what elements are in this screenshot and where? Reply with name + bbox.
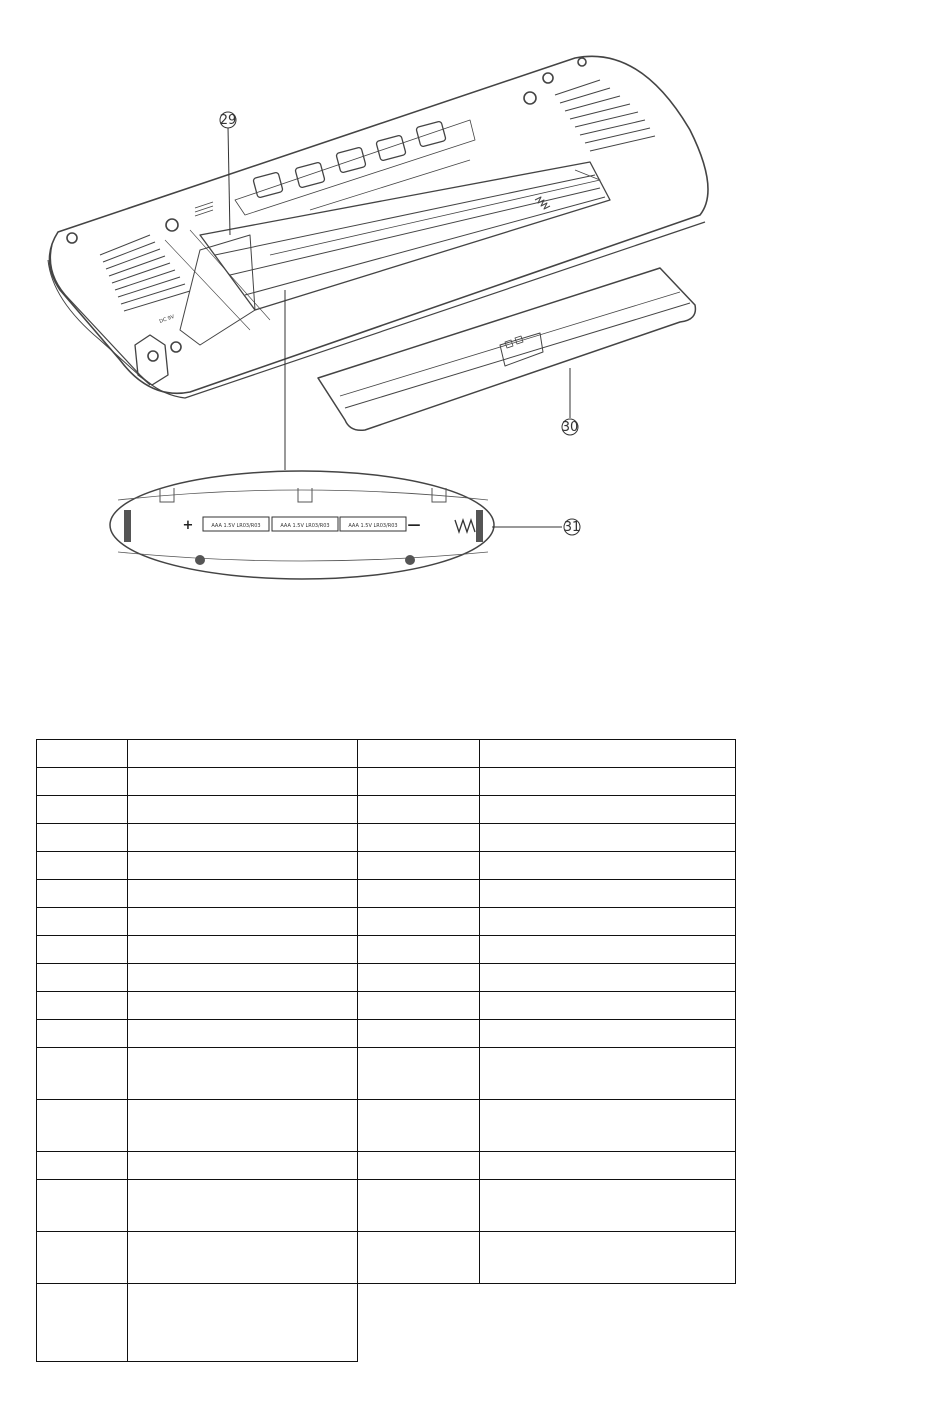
table-row <box>37 852 736 880</box>
callout-30 <box>562 368 579 435</box>
table-cell <box>128 1048 358 1100</box>
callout-29-label: 29 <box>219 113 237 128</box>
battery-cover <box>318 268 695 430</box>
table-cell <box>358 936 480 964</box>
table-cell <box>358 824 480 852</box>
table-cell <box>358 1048 480 1100</box>
table-cell <box>128 740 358 768</box>
callout-31 <box>492 519 580 535</box>
table-cell <box>37 1232 128 1284</box>
table-row <box>37 1152 736 1180</box>
table-cell <box>37 1180 128 1232</box>
table-cell <box>128 1100 358 1152</box>
table-cell <box>128 1020 358 1048</box>
table-cell <box>128 768 358 796</box>
table-cell <box>480 852 736 880</box>
table-empty <box>480 1284 736 1362</box>
table-cell <box>37 768 128 796</box>
table-row <box>37 768 736 796</box>
table-cell <box>37 936 128 964</box>
table-cell <box>480 740 736 768</box>
table-cell <box>480 964 736 992</box>
table-cell <box>37 1048 128 1100</box>
table-cell <box>37 1284 128 1362</box>
table-cell <box>37 908 128 936</box>
battery-compartment <box>200 162 610 310</box>
bottom-button-3 <box>336 147 366 173</box>
table-cell <box>128 992 358 1020</box>
table-cell <box>128 824 358 852</box>
table-row <box>37 880 736 908</box>
table-cell <box>480 796 736 824</box>
table-cell <box>358 1100 480 1152</box>
battery-2-label: AAA 1.5V LR03/R03 <box>280 523 330 529</box>
table-empty <box>358 1284 480 1362</box>
table-row <box>37 796 736 824</box>
callout-31-label: 31 <box>563 520 581 535</box>
table-cell <box>480 1180 736 1232</box>
table-cell <box>37 796 128 824</box>
table-row <box>37 1020 736 1048</box>
table-cell <box>37 964 128 992</box>
table-cell <box>480 824 736 852</box>
battery-zoom-detail <box>110 471 494 579</box>
table-row <box>37 824 736 852</box>
table-cell <box>480 1152 736 1180</box>
table-cell <box>128 964 358 992</box>
callout-30-label: 30 <box>561 420 579 435</box>
table-cell <box>480 768 736 796</box>
table-row <box>37 908 736 936</box>
table-cell <box>358 992 480 1020</box>
table-row <box>37 1180 736 1232</box>
bottom-button-5 <box>416 121 446 147</box>
table-cell <box>37 880 128 908</box>
table-cell <box>128 1284 358 1362</box>
table-row <box>37 1232 736 1284</box>
table-cell <box>37 824 128 852</box>
table-cell <box>128 936 358 964</box>
keyboard-body-outline <box>49 56 708 393</box>
table-cell <box>480 1100 736 1152</box>
table-cell <box>37 740 128 768</box>
bottom-button-4 <box>376 135 406 161</box>
table-cell <box>358 1152 480 1180</box>
table-cell <box>480 1020 736 1048</box>
table-cell <box>128 1180 358 1232</box>
table-cell <box>37 1152 128 1180</box>
table-cell <box>37 1100 128 1152</box>
table-row <box>37 992 736 1020</box>
table-cell <box>358 768 480 796</box>
table-cell <box>358 1180 480 1232</box>
table-cell <box>358 852 480 880</box>
speaker-grille-right <box>555 80 655 151</box>
table-cell <box>358 908 480 936</box>
table-row <box>37 1100 736 1152</box>
table-row <box>37 1284 736 1362</box>
table-cell <box>128 880 358 908</box>
table-cell <box>480 908 736 936</box>
table-cell <box>37 992 128 1020</box>
table-cell <box>480 992 736 1020</box>
table-cell <box>128 852 358 880</box>
table-cell <box>358 880 480 908</box>
speaker-grille-left <box>100 235 190 311</box>
battery-3-label: AAA 1.5V LR03/R03 <box>348 523 398 529</box>
table-cell <box>480 936 736 964</box>
table-cell <box>358 1232 480 1284</box>
table-cell <box>480 1048 736 1100</box>
parts-table <box>36 739 736 1362</box>
table-cell <box>358 1020 480 1048</box>
jack-label: DC 9V <box>158 313 176 325</box>
table-cell <box>480 1232 736 1284</box>
table-cell <box>37 1020 128 1048</box>
table-row <box>37 936 736 964</box>
table-cell <box>358 796 480 824</box>
table-cell <box>480 880 736 908</box>
bottom-button-2 <box>295 162 325 188</box>
plus-terminal: + <box>182 518 194 533</box>
table-cell <box>128 1232 358 1284</box>
table-cell <box>128 796 358 824</box>
keyboard-bottom-diagram <box>0 0 950 600</box>
table-cell <box>358 740 480 768</box>
table-cell <box>128 1152 358 1180</box>
table-cell <box>37 852 128 880</box>
table-row <box>37 1048 736 1100</box>
table-cell <box>128 908 358 936</box>
minus-terminal: — <box>407 518 421 533</box>
table-row <box>37 740 736 768</box>
keyboard-body-edge <box>50 222 705 398</box>
battery-1-label: AAA 1.5V LR03/R03 <box>211 523 261 529</box>
table-cell <box>358 964 480 992</box>
table-row <box>37 964 736 992</box>
